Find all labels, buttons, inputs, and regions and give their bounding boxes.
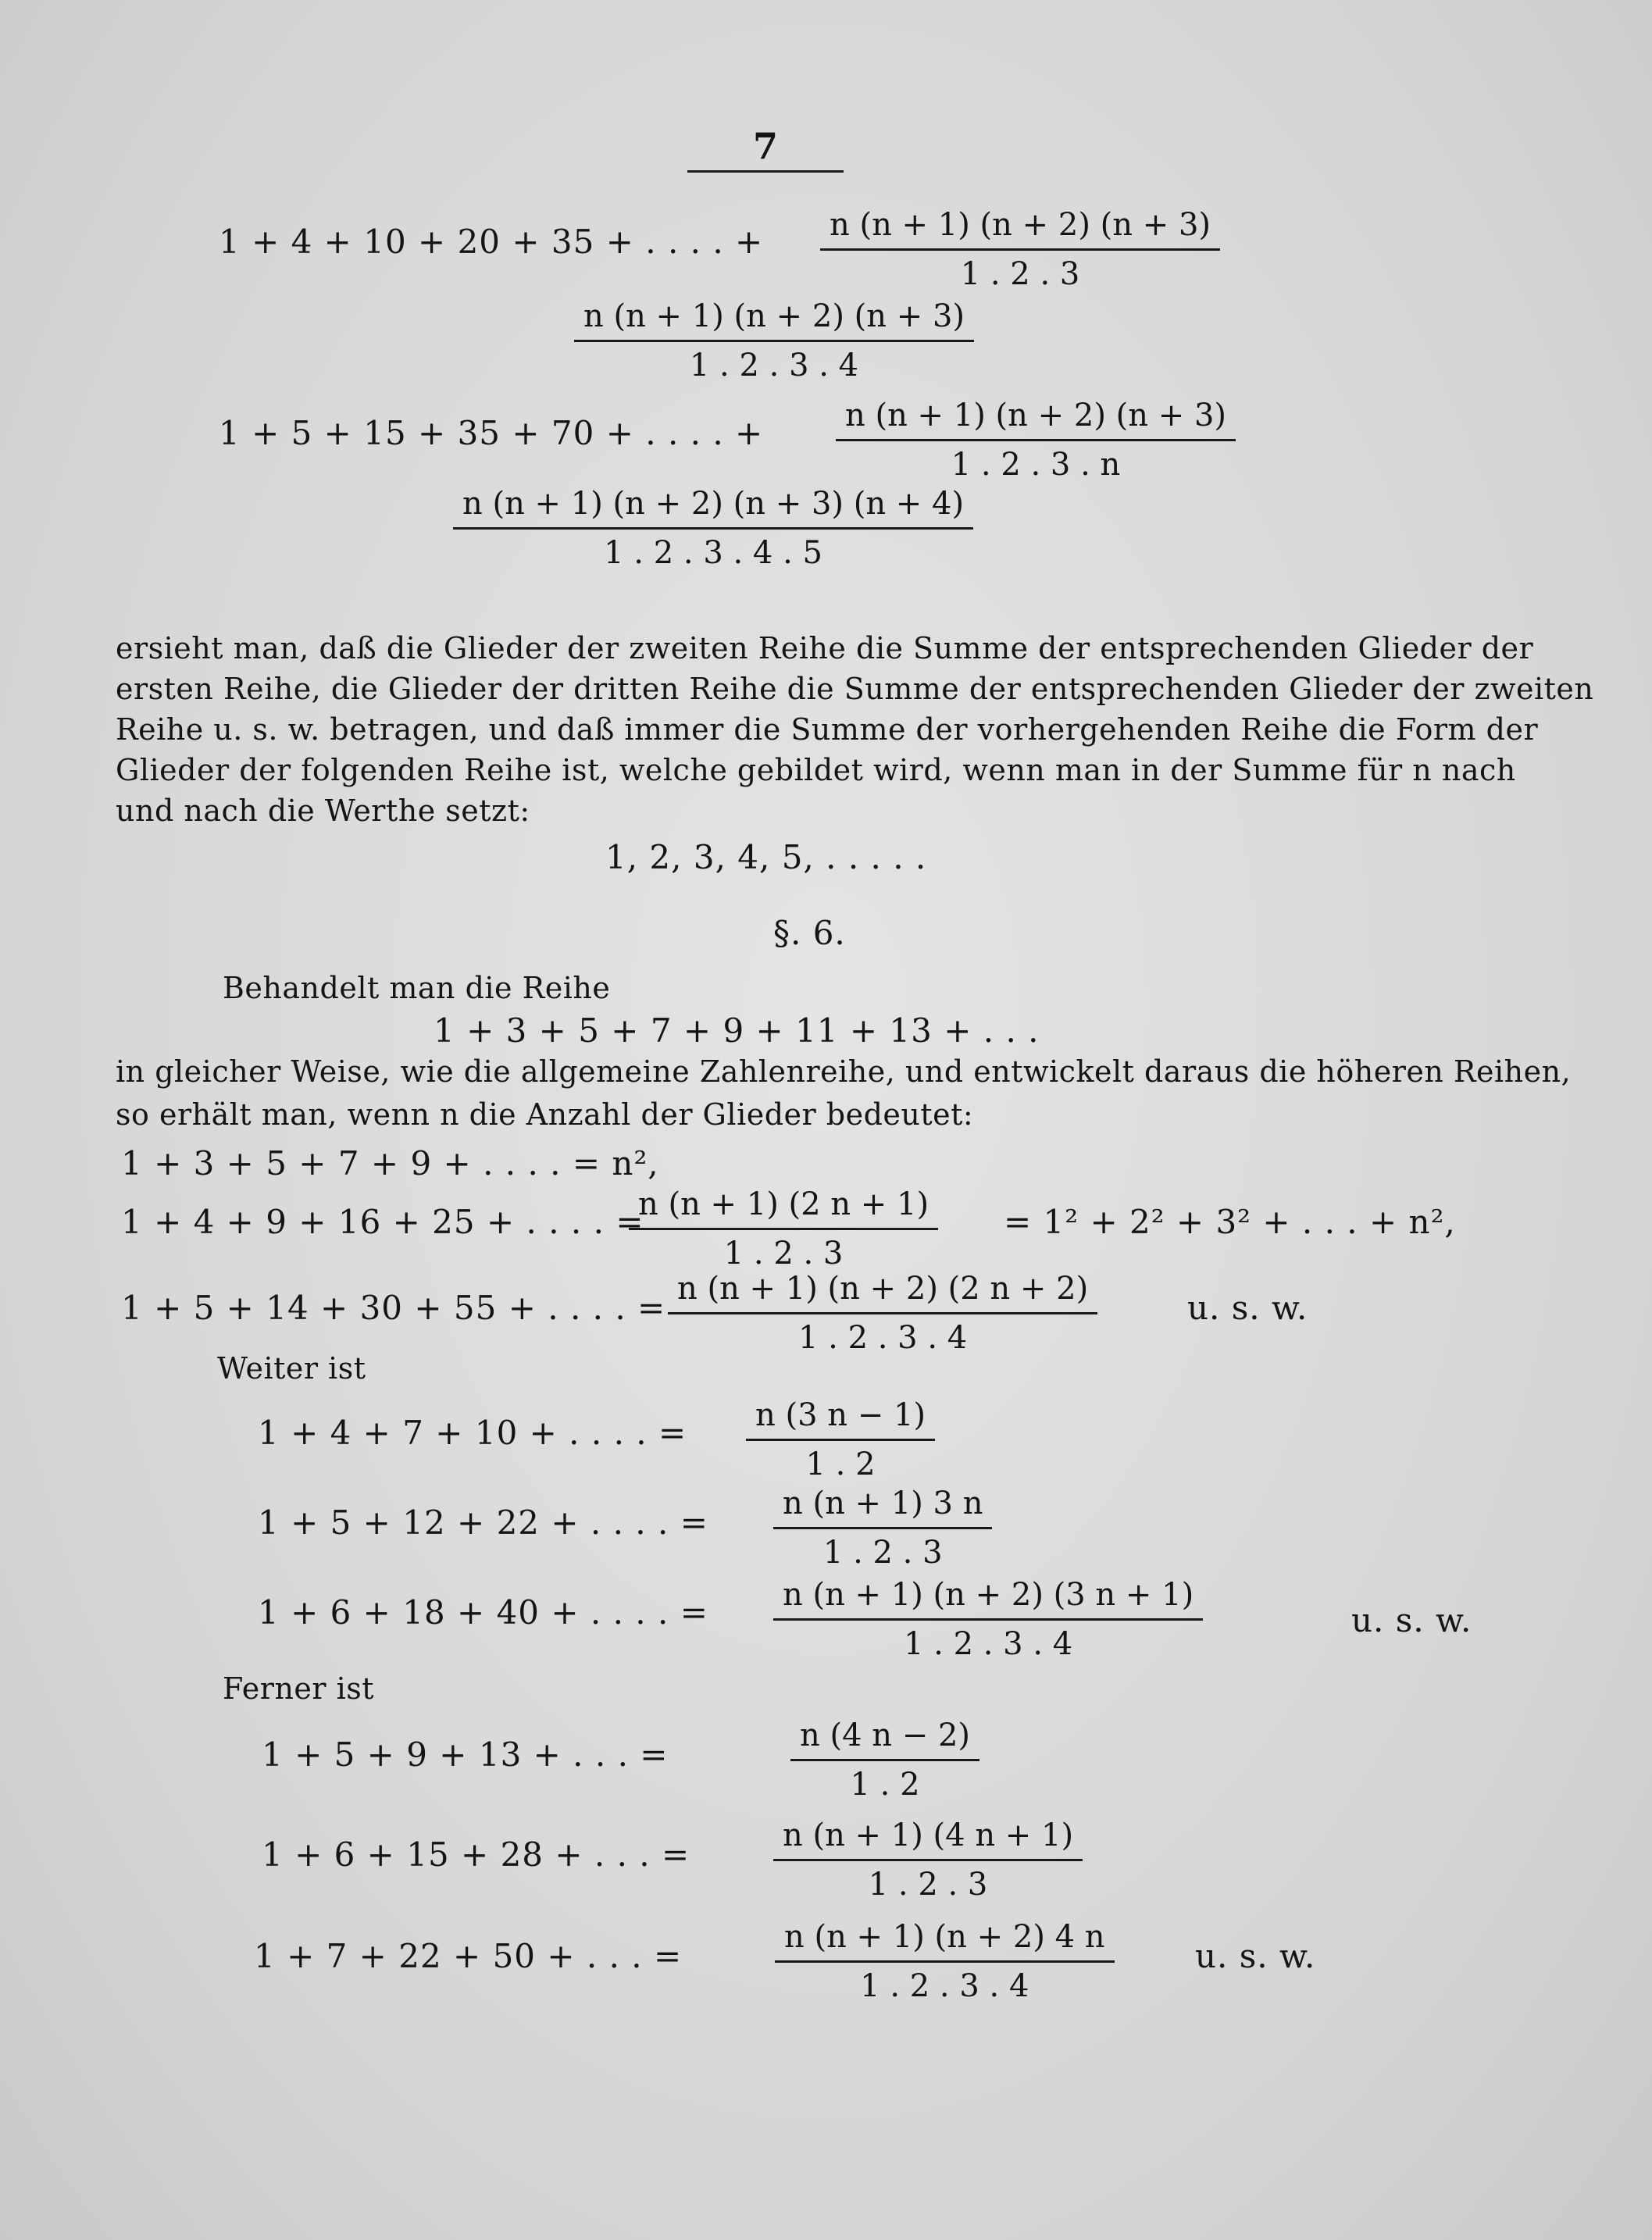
numerator: n (3 n − 1): [746, 1400, 935, 1441]
fraction: [773, 1817, 1083, 1903]
denominator: 1 . 2 . 3 . 4: [689, 348, 859, 383]
equation-lhs: 1 + 4 + 9 + 16 + 25 + . . . . =: [121, 1203, 644, 1241]
numerator: n (n + 1) 3 n: [773, 1488, 992, 1529]
paragraph-line: Reihe u. s. w. betragen, und daß immer die Summe der vorhergehenden Reihe die Form der: [116, 712, 1539, 747]
paragraph-line: ersten Reihe, die Glieder der dritten Reihe die Summe der entsprechenden Glieder der zweiten: [116, 672, 1594, 706]
fraction: [453, 488, 973, 569]
numerator: n (n + 1) (n + 2) (3 n + 1): [773, 1579, 1203, 1621]
equation-rhs: = 1² + 2² + 3² + . . . + n²,: [1004, 1203, 1456, 1241]
series: 1 + 3 + 5 + 7 + 9 + 11 + 13 + . . .: [434, 1011, 1040, 1050]
fraction: [773, 1579, 1203, 1660]
equation-lhs: 1 + 5 + 15 + 35 + 70 + . . . . +: [219, 414, 764, 452]
numerator: n (n + 1) (n + 2) 4 n: [775, 1921, 1115, 1963]
numerator: n (n + 1) (n + 2) (n + 3): [836, 400, 1236, 441]
denominator: 1 . 2 . 3 . 4: [860, 1968, 1029, 2004]
fraction: [668, 1273, 1097, 1354]
fraction: [836, 398, 1236, 483]
fraction: [820, 209, 1220, 290]
equation-lhs: 1 + 5 + 14 + 30 + 55 + . . . . =: [121, 1289, 666, 1327]
fraction: [629, 1186, 938, 1272]
numerator: n (n + 1) (2 n + 1): [629, 1189, 938, 1230]
paragraph-line: so erhält man, wenn n die Anzahl der Glieder bedeutet:: [116, 1097, 974, 1132]
equation-lhs: 1 + 4 + 7 + 10 + . . . . =: [258, 1414, 687, 1452]
equation-lhs: 1 + 4 + 10 + 20 + 35 + . . . . +: [219, 223, 764, 261]
paragraph-line: ersieht man, daß die Glieder der zweiten Reihe die Summe der entsprechenden Glieder der: [116, 631, 1534, 665]
numerator: n (4 n − 2): [790, 1720, 979, 1761]
denominator: 1 . 2: [850, 1767, 920, 1803]
equation-lhs: 1 + 5 + 12 + 22 + . . . . =: [258, 1503, 708, 1542]
denominator: 1 . 2 . 3: [960, 256, 1080, 292]
denominator: 1 . 2: [805, 1446, 876, 1482]
number-sequence: 1, 2, 3, 4, 5, . . . . .: [605, 838, 927, 876]
numerator: n (n + 1) (4 n + 1): [773, 1820, 1083, 1861]
header-rule: [687, 170, 844, 173]
fraction: [775, 1921, 1115, 2002]
numerator: n (n + 1) (n + 2) (2 n + 2): [668, 1273, 1097, 1314]
denominator: 1 . 2 . 3: [822, 1535, 943, 1571]
denominator: 1 . 2 . 3 . 4 . 5: [604, 535, 822, 571]
equation-lhs: 1 + 7 + 22 + 50 + . . . =: [254, 1937, 683, 1975]
page-number: 7: [753, 125, 779, 167]
denominator: 1 . 2 . 3: [868, 1867, 988, 1903]
fraction: [790, 1717, 979, 1803]
equation-lhs: 1 + 6 + 18 + 40 + . . . . =: [258, 1593, 708, 1632]
paragraph-line: und nach die Werthe setzt:: [116, 794, 530, 828]
numerator: n (n + 1) (n + 2) (n + 3): [820, 209, 1220, 251]
equation-rhs: u. s. w.: [1351, 1601, 1472, 1639]
equation-rhs: u. s. w.: [1195, 1937, 1316, 1975]
denominator: 1 . 2 . 3 . n: [951, 447, 1121, 483]
equation: 1 + 3 + 5 + 7 + 9 + . . . . = n²,: [121, 1144, 659, 1182]
denominator: 1 . 2 . 3: [723, 1236, 844, 1272]
denominator: 1 . 2 . 3 . 4: [797, 1320, 968, 1356]
section-heading: §. 6.: [773, 914, 846, 952]
equation-lhs: 1 + 5 + 9 + 13 + . . . =: [262, 1735, 669, 1774]
paragraph-line: in gleicher Weise, wie die allgemeine Zahlenreihe, und entwickelt daraus die höheren Reihen,: [116, 1054, 1572, 1089]
section-label: Ferner ist: [223, 1671, 375, 1706]
paragraph-line: Behandelt man die Reihe: [223, 971, 611, 1005]
denominator: 1 . 2 . 3 . 4: [903, 1626, 1073, 1662]
fraction: [773, 1486, 992, 1571]
numerator: n (n + 1) (n + 2) (n + 3): [574, 301, 974, 342]
fraction: [574, 298, 974, 383]
fraction: [746, 1397, 935, 1482]
numerator: n (n + 1) (n + 2) (n + 3) (n + 4): [453, 488, 973, 530]
equation-rhs: u. s. w.: [1187, 1289, 1308, 1327]
section-label: Weiter ist: [217, 1351, 366, 1386]
paragraph-line: Glieder der folgenden Reihe ist, welche gebildet wird, wenn man in der Summe für n nach: [116, 753, 1516, 787]
equation-lhs: 1 + 6 + 15 + 28 + . . . =: [262, 1835, 690, 1874]
